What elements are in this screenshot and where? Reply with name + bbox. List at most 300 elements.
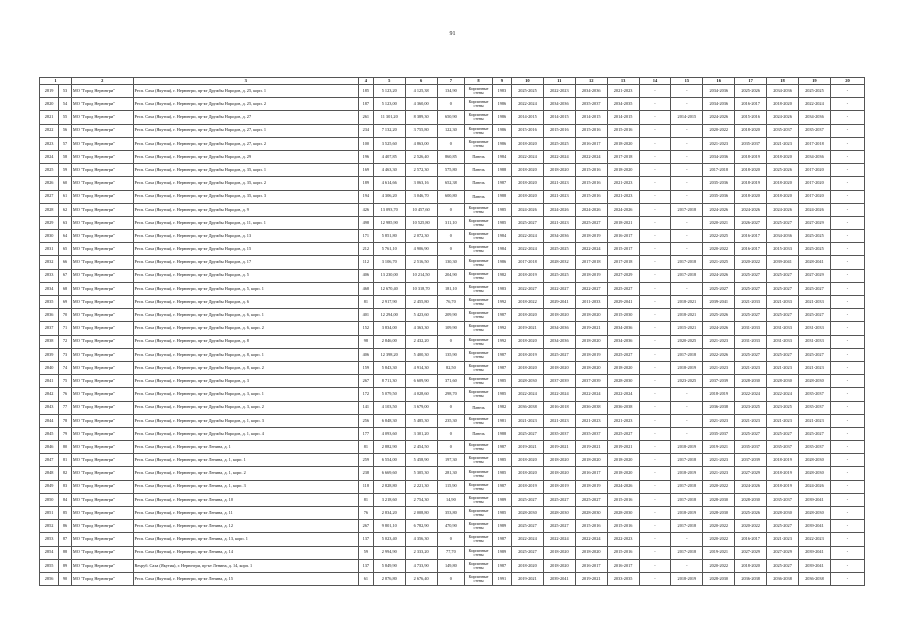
table-cell: 2018-2020 [511,309,543,322]
table-cell: 2847 [40,454,59,467]
table-cell: 2025-2027 [607,427,639,440]
table-cell: 2015-2016 [607,520,639,533]
table-cell: 62 [59,203,72,216]
table-cell: 2021-2023 [703,137,735,150]
table-cell: 2033-2035 [607,572,639,585]
table-cell: 2025-2025 [543,269,575,282]
table-cell: 5 849,90 [373,559,405,572]
table-cell: 1985 [492,203,511,216]
table-cell: 7 132,20 [373,124,405,137]
table-cell: 1986 [492,137,511,150]
table-cell: МО "Город Нерюнгри" [71,296,133,309]
table-cell: - [830,256,864,269]
table-cell: 1987 [492,480,511,493]
table-body [40,85,865,586]
table-cell: - [639,282,671,295]
table-cell: 5 079,50 [373,388,405,401]
table-cell: 2018-2020 [543,309,575,322]
table-cell: 2022-2024 [735,388,767,401]
table-cell: 860,85 [437,150,465,163]
table-cell: 2845 [40,427,59,440]
table-cell: - [671,216,703,229]
table-cell: Кирпичные стены [465,98,493,111]
table-cell: 2035-2037 [767,493,799,506]
table-cell: 2024-2026 [798,480,830,493]
table-cell: 56 [59,124,72,137]
table-cell: 0 [437,572,465,585]
table-cell: Кирпичные стены [465,533,493,546]
table-cell: 2025-2025 [798,230,830,243]
table-cell: 4 306,20 [373,190,405,203]
table-cell: 66 [59,256,72,269]
table-cell: 73 [59,348,72,361]
table-cell: 59 [59,164,72,177]
table-cell: 2018-2019 [575,230,607,243]
table-cell: Респ. Саха (Якутия), г. Нерюнгри, пр-кт Ленина, д. 1 [133,441,358,454]
table-cell: МО "Город Нерюнгри" [71,533,133,546]
table-cell: Респ. Саха (Якутия), г. Нерюнгри, пр-кт Дружбы Народов, д. 8, корп. 2 [133,361,358,374]
table-cell: 2018-2020 [543,467,575,480]
table-cell: 2 834,20 [373,507,405,520]
table-cell: Респ. Саха (Якутия), г. Нерюнгри, пр-кт Дружбы Народов, д. 27, корп. 1 [133,124,358,137]
table-cell: 2029-2041 [607,296,639,309]
column-number: 8 [465,78,493,85]
table-cell: Панель [465,150,493,163]
table-cell: 4 360,00 [405,98,437,111]
table-cell: 2028-2030 [703,572,735,585]
table-cell: Панель [465,427,493,440]
table-cell: 2025-2027 [511,493,543,506]
table-cell: 2823 [40,137,59,150]
table-cell: 426 [358,203,373,216]
table-cell: 2822 [40,124,59,137]
table-cell: 1988 [492,190,511,203]
table-cell: 2843 [40,401,59,414]
table-cell: 2018-2020 [575,361,607,374]
table-cell: 2018-2019 [767,454,799,467]
table-cell: - [671,414,703,427]
table-cell: Кирпичные стены [465,375,493,388]
table-cell: Респ. Саха (Якутия), г. Нерюнгри, пр-кт Дружбы Народов, д. 1, корп. 3 [133,414,358,427]
table-row [40,546,865,559]
table-cell: 9 801,10 [373,520,405,533]
column-number: 6 [405,78,437,85]
table-cell: Респ. Саха (Якутия), г. Нерюнгри, пр-кт Дружбы Народов, д. 35, корп. 1 [133,164,358,177]
table-cell: 11 301,20 [373,111,405,124]
table-cell: 5 423,60 [405,309,437,322]
table-row [40,467,865,480]
table-cell: 6 669,60 [373,467,405,480]
table-cell: 2842 [40,388,59,401]
table-cell: 2018-2019 [575,480,607,493]
table-cell: 115,90 [437,480,465,493]
table-cell: 2025-2027 [767,282,799,295]
table-cell: 2 008,80 [405,507,437,520]
table-cell: 2025-2025 [543,243,575,256]
table-row [40,441,865,454]
table-cell: 2 828,80 [373,480,405,493]
table-cell: 2024-2026 [798,203,830,216]
table-cell: 2022-2023 [543,85,575,98]
table-cell: 2015-2016 [607,493,639,506]
table-cell: Респ. Саха (Якутия), г. Нерюнгри, пр-кт Ленина, д. 11 [133,507,358,520]
table-cell: Кирпичные стены [465,414,493,427]
table-cell: - [639,322,671,335]
table-cell: 2025-2027 [575,493,607,506]
table-cell: 2824 [40,150,59,163]
table-cell: 3 679,00 [405,401,437,414]
table-row [40,414,865,427]
table-cell: 2 072,30 [405,230,437,243]
table-cell: 2025-2027 [575,216,607,229]
table-cell: Респ. Саха (Якутия), г. Нерюнгри, пр-кт Ленина, д. 1, корп. 1 [133,454,358,467]
table-cell: 2018-2020 [575,546,607,559]
table-cell: МО "Город Нерюнгри" [71,282,133,295]
table-cell: МО "Город Нерюнгри" [71,546,133,559]
table-cell: 12 985,90 [373,216,405,229]
table-cell: 2015-2016 [607,546,639,559]
table-cell: 14,90 [437,493,465,506]
table-cell: 3 834,00 [373,322,405,335]
table-cell: 600,80 [437,190,465,203]
table-cell: 112 [358,256,373,269]
table-cell: 84 [59,493,72,506]
table-cell: 2031-2033 [767,335,799,348]
table-cell: 1986 [492,256,511,269]
table-cell: 8 711,30 [373,375,405,388]
table-cell: - [639,559,671,572]
table-cell: 2016-2017 [575,559,607,572]
table-row [40,427,865,440]
table-cell: 2031-2033 [735,322,767,335]
table-cell: 2025-2027 [798,309,830,322]
table-cell: Респ. Саха (Якутия), г. Нерюнгри, пр-кт Дружбы Народов, д. 27, корп. 2 [133,137,358,150]
table-cell: - [830,493,864,506]
table-cell: 1984 [492,230,511,243]
table-cell: - [830,150,864,163]
table-cell: 4 093,60 [373,427,405,440]
table-cell: 2019-2021 [511,441,543,454]
table-cell: 2019-2021 [575,322,607,335]
table-cell: Респ. Саха (Якутия), г. Нерюнгри, пр-кт Ленина, д. 12 [133,520,358,533]
table-cell: 2019-2021 [575,572,607,585]
table-cell: 159 [358,361,373,374]
table-cell: 2022-2024 [511,243,543,256]
table-cell: 1991 [492,572,511,585]
table-cell: 256 [358,414,373,427]
table-cell: 4 914,30 [405,361,437,374]
table-cell: 2039-2041 [798,546,830,559]
table-cell: 2023-2025 [671,375,703,388]
table-cell: - [671,243,703,256]
table-cell: 0 [437,441,465,454]
column-number: 1 [40,78,72,85]
table-cell: 2024-2026 [767,111,799,124]
table-cell: 204,90 [437,269,465,282]
table-cell: 2022-2027 [511,282,543,295]
table-cell: 2018-2020 [543,454,575,467]
table-cell: 401 [358,309,373,322]
table-cell: 2018-2021 [671,309,703,322]
table-cell: 137 [358,559,373,572]
table-cell: 59 [358,546,373,559]
table-cell: 5 851,80 [373,230,405,243]
table-cell: 2016-2017 [607,230,639,243]
table-cell: 2018-2020 [735,190,767,203]
table-cell: Респ. Саха (Якутия), г. Нерюнгри, пр-кт Дружбы Народов, д. 6, корп. 1 [133,309,358,322]
table-cell: 10 525,80 [405,216,437,229]
table-cell: - [830,243,864,256]
table-cell: 2018-2020 [511,190,543,203]
table-cell: 2025-2027 [767,348,799,361]
table-cell: 2022-2024 [511,533,543,546]
table-cell: 1987 [492,309,511,322]
table-cell: Кирпичные стены [465,296,493,309]
table-cell: 2036-2038 [735,572,767,585]
table-cell: 2014-2015 [543,111,575,124]
table-row [40,348,865,361]
table-cell: 2018-2019 [511,269,543,282]
table-cell: 2034-2036 [798,111,830,124]
table-cell: 2827 [40,190,59,203]
table-cell: 12 294,00 [373,309,405,322]
table-cell: 2014-2015 [671,111,703,124]
table-cell: Кирпичные стены [465,243,493,256]
table-cell: 90 [59,572,72,585]
table-cell: 118 [358,480,373,493]
table-cell: Кирпичные стены [465,441,493,454]
table-cell: 2015-2016 [575,520,607,533]
table-cell: МО "Город Нерюнгри" [71,335,133,348]
table-cell: 194 [358,190,373,203]
table-cell: - [671,164,703,177]
table-cell: 122,30 [437,124,465,137]
table-cell: - [639,124,671,137]
table-row [40,493,865,506]
table-cell: 2017-2020 [798,177,830,190]
table-cell: 2021-2023 [543,216,575,229]
table-cell: 65 [59,243,72,256]
table-cell: 1986 [492,98,511,111]
table-cell: Кирпичные стены [465,124,493,137]
table-cell: 2848 [40,467,59,480]
table-cell: 259 [358,454,373,467]
table-cell: 2018-2019 [671,361,703,374]
table-cell: 2 882,90 [373,441,405,454]
table-cell: 89 [59,559,72,572]
table-cell: 2015-2016 [575,164,607,177]
table-row [40,190,865,203]
table-cell: - [639,520,671,533]
table-cell: 2015-2016 [575,124,607,137]
table-cell: МО "Город Нерюнгри" [71,111,133,124]
table-cell: 2035-2037 [798,124,830,137]
table-cell: 2821 [40,111,59,124]
table-cell: Кирпичные стены [465,520,493,533]
table-cell: 1985 [492,454,511,467]
table-cell: Респ. Саха (Якутия), г. Нерюнгри, пр-кт Дружбы Народов, д. 6, корп. 2 [133,322,358,335]
table-cell: 1985 [492,216,511,229]
table-cell: 2021-2023 [703,414,735,427]
table-cell: Респ. Саха (Якутия), г. Нерюнгри, пр-кт Дружбы Народов, д. 17 [133,256,358,269]
table-cell: 2020-2022 [735,256,767,269]
table-cell: 267 [358,375,373,388]
table-cell: 57 [59,137,72,150]
table-cell: 470,90 [437,520,465,533]
table-cell: 3 755,80 [405,124,437,137]
table-cell: 2028-2030 [607,507,639,520]
table-cell: 64 [59,230,72,243]
table-cell: 2039-2041 [798,493,830,506]
table-cell: 2020-2025 [671,335,703,348]
table-cell: Кирпичные стены [465,493,493,506]
column-number: 9 [492,78,511,85]
table-cell: - [830,137,864,150]
table-cell: 10 457,60 [405,203,437,216]
table-row [40,361,865,374]
table-cell: 2022-2024 [543,533,575,546]
table-cell: Респ. Саха (Якутия), г. Нерюнгри, пр-кт Дружбы Народов, д. 3 [133,375,358,388]
table-cell: - [639,546,671,559]
table-cell: - [830,177,864,190]
table-cell: 76 [59,388,72,401]
table-cell: 2 516,50 [405,256,437,269]
table-cell: - [830,282,864,295]
table-cell: 2019-2021 [703,546,735,559]
table-cell: 371,60 [437,375,465,388]
table-cell: 1985 [492,507,511,520]
table-cell: 4 463,30 [373,164,405,177]
table-cell: - [639,467,671,480]
table-cell: 2019-2021 [703,441,735,454]
table-cell: - [639,572,671,585]
table-cell: 2020-2022 [703,124,735,137]
table-cell: 130,30 [437,256,465,269]
table-cell: 2 676,40 [405,572,437,585]
table-cell: 2018-2019 [575,269,607,282]
table-cell: 2036-2038 [767,572,799,585]
table-cell: 2017-2018 [575,256,607,269]
table-cell: 2019-2021 [607,441,639,454]
table-cell: 212 [358,243,373,256]
table-cell: - [671,282,703,295]
table-cell: 2024-2026 [511,203,543,216]
table-cell: 69 [59,296,72,309]
table-cell: 4 733,90 [405,559,437,572]
table-cell: - [830,309,864,322]
table-cell: МО "Город Нерюнгри" [71,388,133,401]
table-cell: 149,80 [437,559,465,572]
table-cell: 2018-2019 [735,177,767,190]
table-row [40,150,865,163]
table-cell: 2035-2037 [767,441,799,454]
table-cell: - [639,309,671,322]
table-cell: 2025-2027 [511,546,543,559]
table-cell: 2017-2018 [671,256,703,269]
table-row [40,269,865,282]
table-row [40,559,865,572]
table-cell: 406 [358,269,373,282]
table-cell: 3 525,60 [373,137,405,150]
table-cell: 2018-2019 [543,480,575,493]
table-cell: 2036-2038 [798,572,830,585]
table-cell: 2018-2020 [575,454,607,467]
table-cell: 2018-2020 [735,164,767,177]
table-cell: 2037-2039 [543,375,575,388]
table-cell: 2022-2024 [543,388,575,401]
table-cell: 2025-2027 [511,520,543,533]
table-cell: Кирпичные стены [465,507,493,520]
table-cell: 61 [59,190,72,203]
table-cell: - [639,269,671,282]
table-cell: - [830,401,864,414]
table-cell: Кирпичные стены [465,216,493,229]
table-cell: 1981 [492,414,511,427]
table-cell: - [639,480,671,493]
table-cell: МО "Город Нерюнгри" [71,243,133,256]
table-cell: - [830,388,864,401]
table-cell: 2020-2021 [703,216,735,229]
table-cell: 135,90 [437,348,465,361]
table-cell: Respуб. Саха (Якутия), г. Нерюнгри, пр-кт Ленина, д. 14, корп. 1 [133,559,358,572]
table-cell: МО "Город Нерюнгри" [71,427,133,440]
table-cell: 267 [358,520,373,533]
table-cell: 2015-2016 [511,124,543,137]
table-cell: 2020-2022 [703,533,735,546]
table-cell: 353,80 [437,507,465,520]
table-row [40,375,865,388]
table-cell: 2 917,90 [373,296,405,309]
table-cell: 2031-2033 [735,335,767,348]
table-cell: 4 125,38 [405,85,437,98]
table-cell: 2018-2020 [511,454,543,467]
table-cell: 2018-2020 [767,98,799,111]
table-cell: 53 [59,85,72,98]
table-cell: 2021-2023 [575,414,607,427]
table-cell: МО "Город Нерюнгри" [71,256,133,269]
table-cell: 2021-2023 [607,414,639,427]
table-cell: 2021-2023 [767,414,799,427]
table-cell: - [671,137,703,150]
table-cell: 4 614,66 [373,177,405,190]
table-cell: Респ. Саха (Якутия), г. Нерюнгри, пр-кт Дружбы Народов, д. 9 [133,203,358,216]
column-number: 16 [703,78,735,85]
table-cell: - [671,190,703,203]
table-cell: МО "Город Нерюнгри" [71,190,133,203]
table-cell: 1987 [492,533,511,546]
table-cell: 2015-2033 [767,243,799,256]
column-number: 12 [575,78,607,85]
table-row [40,203,865,216]
table-cell: 2016-2017 [735,243,767,256]
table-cell: 2833 [40,269,59,282]
table-cell: 2034-2036 [607,322,639,335]
table-cell: - [830,203,864,216]
table-cell: Респ. Саха (Якутия), г. Нерюнгри, пр-кт Дружбы Народов, д. 1, корп. 4 [133,427,358,440]
table-cell: 2024-2026 [703,203,735,216]
table-cell: 2022-2024 [511,98,543,111]
table-cell: - [830,269,864,282]
table-cell: 2022-2024 [511,388,543,401]
table-cell: 2022-2024 [607,388,639,401]
table-cell: Респ. Саха (Якутия), г. Нерюнгри, пр-кт Дружбы Народов, д. 15 [133,243,358,256]
table-cell: 68 [59,282,72,295]
table-cell: 2027-2029 [735,546,767,559]
table-cell: 2025-2025 [543,137,575,150]
table-cell: МО "Город Нерюнгри" [71,98,133,111]
table-cell: 2018-2020 [511,467,543,480]
table-cell: 2018-2020 [767,190,799,203]
